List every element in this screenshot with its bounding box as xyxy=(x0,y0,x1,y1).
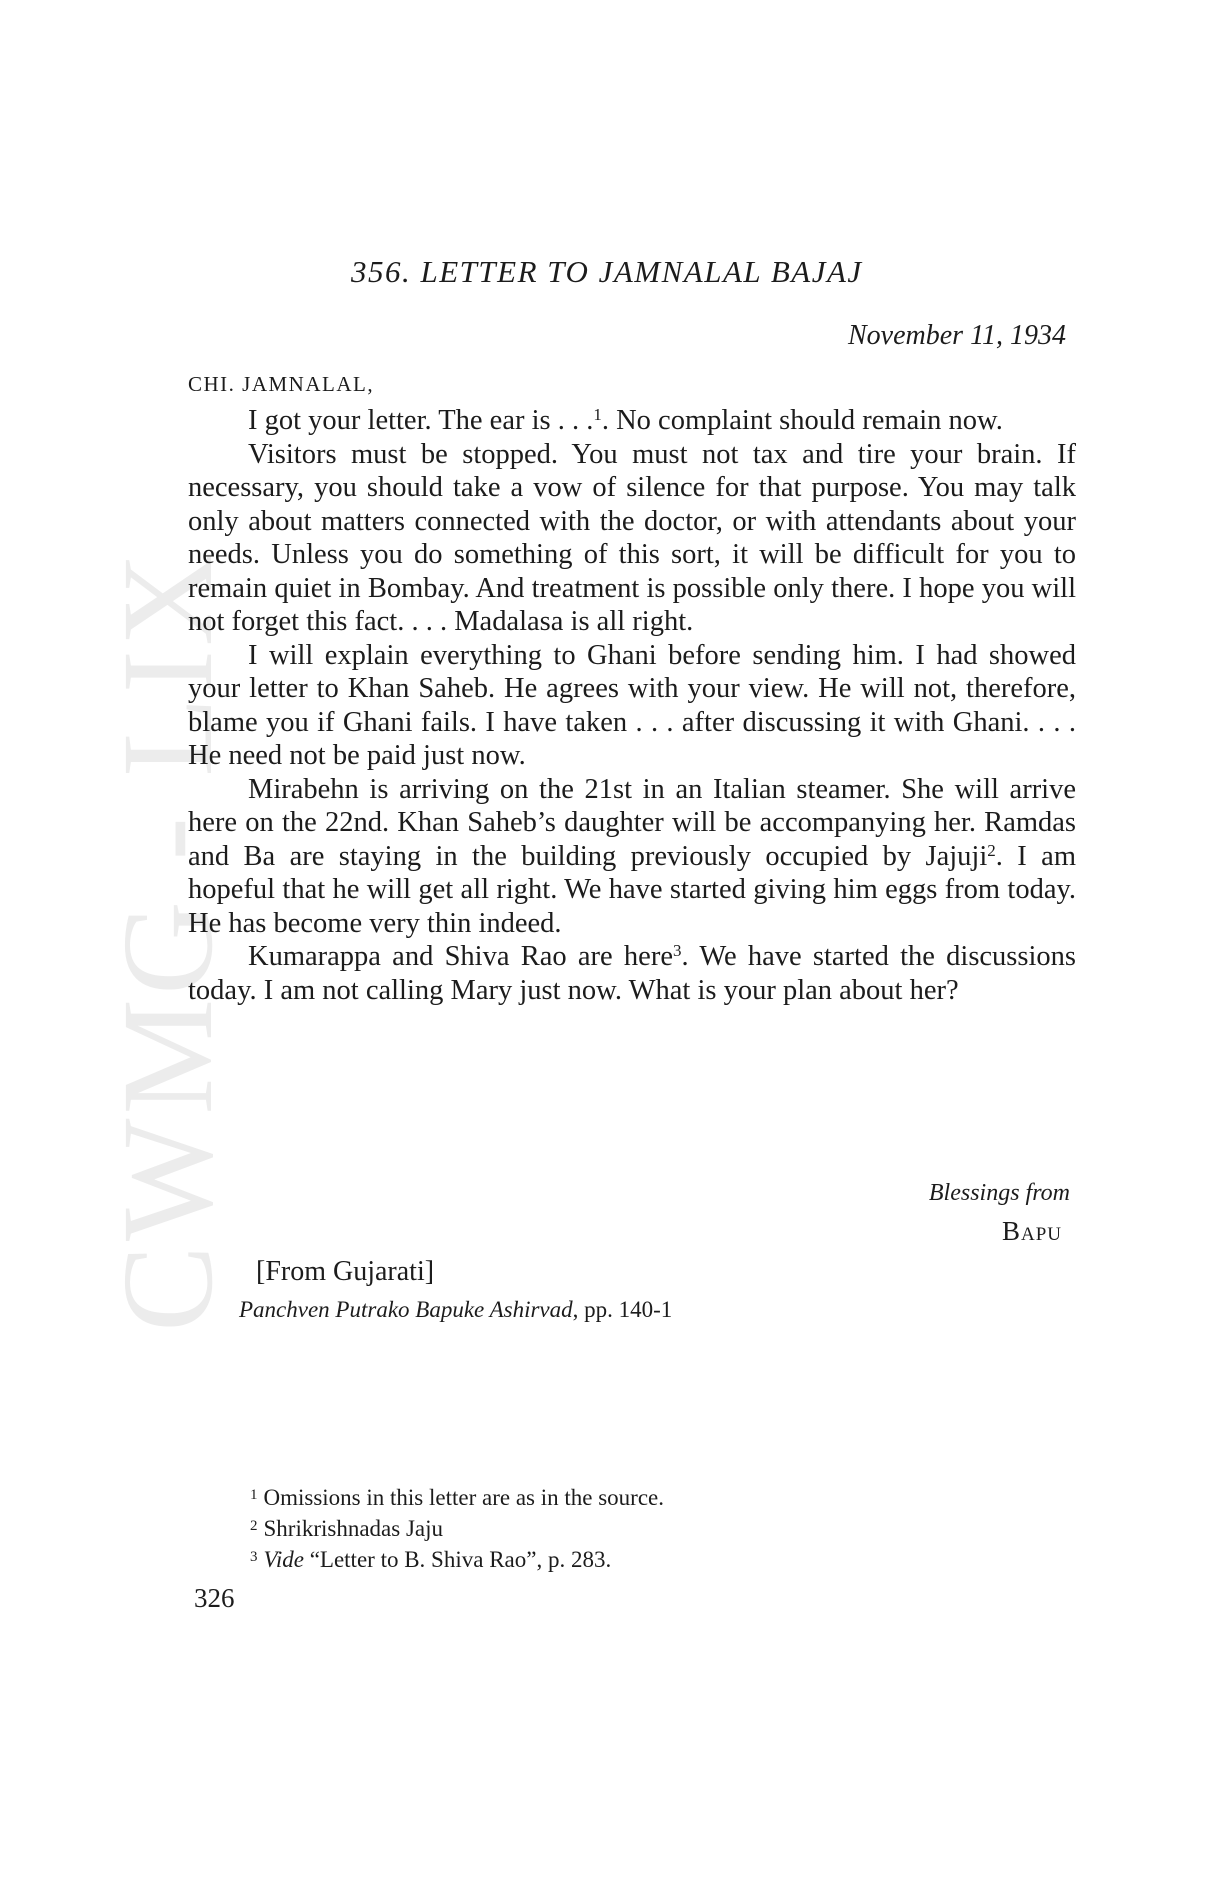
footnote-2-text: Shrikrishnadas Jaju xyxy=(263,1516,444,1541)
footnote-ref-3: 3 xyxy=(672,941,682,960)
source-language-note: [From Gujarati] xyxy=(256,1256,435,1287)
letter-body xyxy=(188,404,1076,1007)
footnote-3-number: 3 xyxy=(250,1549,258,1565)
paragraph-1 xyxy=(188,404,1076,438)
footnote-1-number: 1 xyxy=(250,1487,258,1503)
paragraph-5-text-a: Kumarappa and Shiva Rao are here xyxy=(248,941,673,972)
signature: Bapu xyxy=(1001,1216,1062,1246)
paragraph-1-text-b: . No complaint should remain now. xyxy=(601,405,1003,436)
closing-blessings: Blessings from xyxy=(928,1180,1070,1206)
source-citation xyxy=(239,1297,672,1323)
page-number: 326 xyxy=(194,1583,235,1613)
paragraph-4 xyxy=(188,773,1076,941)
footnote-ref-1: 1 xyxy=(593,405,602,424)
letter-date: November 11, 1934 xyxy=(848,320,1066,351)
paragraph-5-text-b: . We have started the discussions today. I am not calling Mary just now. What is your plan about her? xyxy=(188,941,1076,1006)
letter-title: 356. LETTER TO JAMNALAL BAJAJ xyxy=(351,254,863,289)
source-book-title: Panchven Putrako Bapuke Ashirvad xyxy=(239,1297,573,1322)
footnote-3-text: “Letter to B. Shiva Rao”, p. 283. xyxy=(303,1547,612,1572)
footnote-3-vide: Vide xyxy=(263,1547,304,1572)
footnote-3 xyxy=(250,1543,664,1574)
footnote-2 xyxy=(250,1512,664,1543)
paragraph-4-text-b: . I am hopeful that he will get all right. We have started giving him eggs from today. He has become very thin indeed. xyxy=(188,840,1076,939)
salutation: CHI. JAMNALAL, xyxy=(188,372,375,396)
paragraph-4-text-a: Mirabehn is arriving on the 21st in an Italian steamer. She will arrive here on the 22nd. Khan Saheb’s daughter will be accompanying her. Ramdas and Ba are staying in the building previously occupied by Jajuji xyxy=(188,773,1076,872)
footnote-1 xyxy=(250,1481,664,1512)
footnotes xyxy=(250,1481,664,1574)
footnote-2-number: 2 xyxy=(250,1518,258,1534)
paragraph-3: I will explain everything to Ghani before sending him. I had showed your letter to Khan Saheb. He agrees with your view. He will not, therefore, blame you if Ghani fails. I have taken . . . after discussing it with Ghani. . . . He need not be paid just now. xyxy=(188,639,1076,771)
footnote-ref-2: 2 xyxy=(987,840,996,860)
source-pages: , pp. 140-1 xyxy=(572,1297,673,1322)
watermark-text: CWMG - LIX xyxy=(96,548,240,1332)
footnote-1-text: Omissions in this letter are as in the source. xyxy=(263,1485,665,1510)
paragraph-5 xyxy=(188,940,1076,1007)
paragraph-1-text-a: I got your letter. The ear is . . . xyxy=(248,405,594,436)
paragraph-2: Visitors must be stopped. You must not tax and tire your brain. If necessary, you should take a vow of silence for that purpose. You may talk only about matters connected with the doctor, or with attendants about your needs. Unless you do something of this sort, it will be difficult for you to remain quiet in Bombay. And treatment is possible only there. I hope you will not forget this fact. . . . Madalasa is all right. xyxy=(188,438,1076,637)
